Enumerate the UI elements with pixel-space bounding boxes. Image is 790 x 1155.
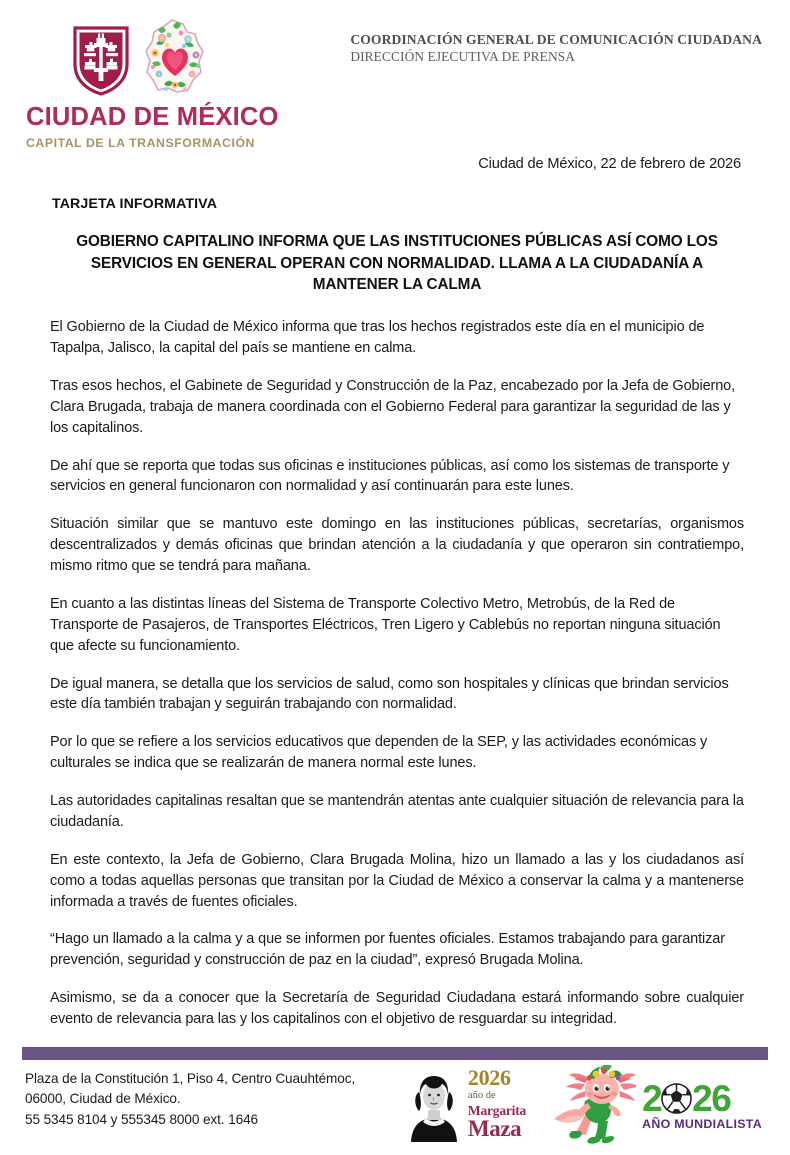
body-paragraph: Tras esos hechos, el Gabinete de Seguridad y Construcción de la Paz, encabezado por la Jefa de Gobierno, Clara Brugada, trabaja de manera coordinada con el Gobierno Federal para garantizar la seguridad de las y los capitalinos. [50,377,736,436]
body-paragraph: De igual manera, se detalla que los servicios de salud, como son hospitales y clínicas que brindan servicios este día también trabajan y seguirán trabajando con normalidad. [50,675,729,713]
address-line-1: Plaza de la Constitución 1, Piso 4, Centro Cuauhtémoc, [25,1070,356,1086]
office-direction-line: DIRECCIÓN EJECUTIVA DE PRENSA [350,48,576,64]
body-paragraph: En este contexto, la Jefa de Gobierno, Clara Brugada Molina, hizo un llamado a las y los ciudadanos así como a todas aquellas personas que transitan por la Ciudad de México a conservar la calma y a mantenerse informada a través de fuentes oficiales. [50,851,744,910]
body-paragraph: Por lo que se refiere a los servicios educativos que dependen de la SEP, y las actividades económicas y culturales se indica que se realizarán de manera normal este lunes. [50,734,708,772]
body-paragraph: Situación similar que se mantuvo este domingo en las instituciones públicas, secretarías, organismos descentralizados y demás oficinas que brindan atención a la ciudadanía y que operaron sin contratiempo, mismo ritmo que se tendrá para mañana. [50,516,744,575]
footer-address [22,1069,355,1130]
page-title: GOBIERNO CAPITALINO INFORMA QUE LAS INSTITUCIONES PÚBLICAS ASÍ COMO LOS SERVICIOS EN GENERAL OPERAN CON NORMALIDAD. LLAMA A LA CIUDADANÍA A MANTENER LA CALMA [76,233,718,294]
mundial-year [642,1077,762,1119]
document-header [0,0,790,150]
body-paragraph: El Gobierno de la Ciudad de México informa que tras los hechos registrados este día en el municipio de Tapalpa, Jalisco, la capital del país se mantiene en calma. [50,319,705,357]
mundial-text-block [642,1077,762,1131]
mundial-year-last-digits: 26 [692,1077,731,1119]
body-paragraph: Asimismo, se da a conocer que la Secretaría de Seguridad Ciudadana estará informando sobre cualquier evento de relevancia para las y los capitalinos con el objetivo de resguardar su integridad. [50,990,744,1028]
brand-subtitle: CAPITAL DE LA TRANSFORMACIÓN [26,135,255,150]
brand-emblems [26,12,266,96]
cdmx-coat-of-arms-icon [72,24,130,96]
body-paragraph: Las autoridades capitalinas resaltan que se mantendrán atentas ante cualquier situación de relevancia para la ciudadanía. [50,793,744,830]
world-cup-axolotl-mascot-icon [552,1065,636,1145]
document-body [0,146,790,1047]
body-paragraphs [50,317,744,1030]
mundial-2026-logo [552,1065,762,1145]
maza-anio-de: año de [467,1090,496,1102]
margarita-maza-logo [407,1067,526,1142]
cdmx-brand-block [26,12,279,150]
address-phone-line: 55 5345 8104 y 555345 8000 ext. 1646 [25,1111,258,1127]
address-line-2: 06000, Ciudad de México. [25,1091,181,1107]
cdmx-floral-heart-emblem-icon [142,18,208,96]
body-paragraph: De ahí que se reporta que todas sus oficinas e instituciones públicas, así como los sistemas de transporte y servicios en general funcionaron con normalidad y así continuarán para este lunes. [50,457,730,495]
mundial-year-first-digit: 2 [642,1077,662,1119]
issuing-office [350,32,762,65]
margarita-maza-portrait-icon [407,1068,461,1142]
soccer-ball-icon [661,1083,692,1114]
date-line: Ciudad de México, 22 de febrero de 2026 [478,156,741,172]
office-coordination-line: COORDINACIÓN GENERAL DE COMUNICACIÓN CIUDADANA [350,32,762,47]
mundial-caption: AÑO MUNDIALISTA [642,1116,762,1131]
maza-first-name: Margarita [467,1102,527,1118]
body-paragraph: “Hago un llamado a la calma y a que se informen por fuentes oficiales. Estamos trabajando para garantizar prevención, seguridad y construcción de paz en la ciudad”, expresó Brugada Molina. [50,931,725,969]
maza-year: 2026 [467,1065,511,1091]
footer-logos [407,1065,768,1145]
footer-content [22,1060,768,1145]
document-footer [0,1047,790,1155]
document-kicker: TARJETA INFORMATIVA [52,196,218,212]
maza-last-name: Maza [467,1116,522,1142]
maza-text-block [468,1067,526,1142]
footer-divider-bar [22,1047,768,1060]
brand-title: CIUDAD DE MÉXICO [26,103,279,131]
body-paragraph: En cuanto a las distintas líneas del Sistema de Transporte Colectivo Metro, Metrobús, de la Red de Transporte de Pasajeros, de Transportes Eléctricos, Tren Ligero y Cablebús no reportan ninguna situación que afecte su funcionamiento. [50,595,721,654]
